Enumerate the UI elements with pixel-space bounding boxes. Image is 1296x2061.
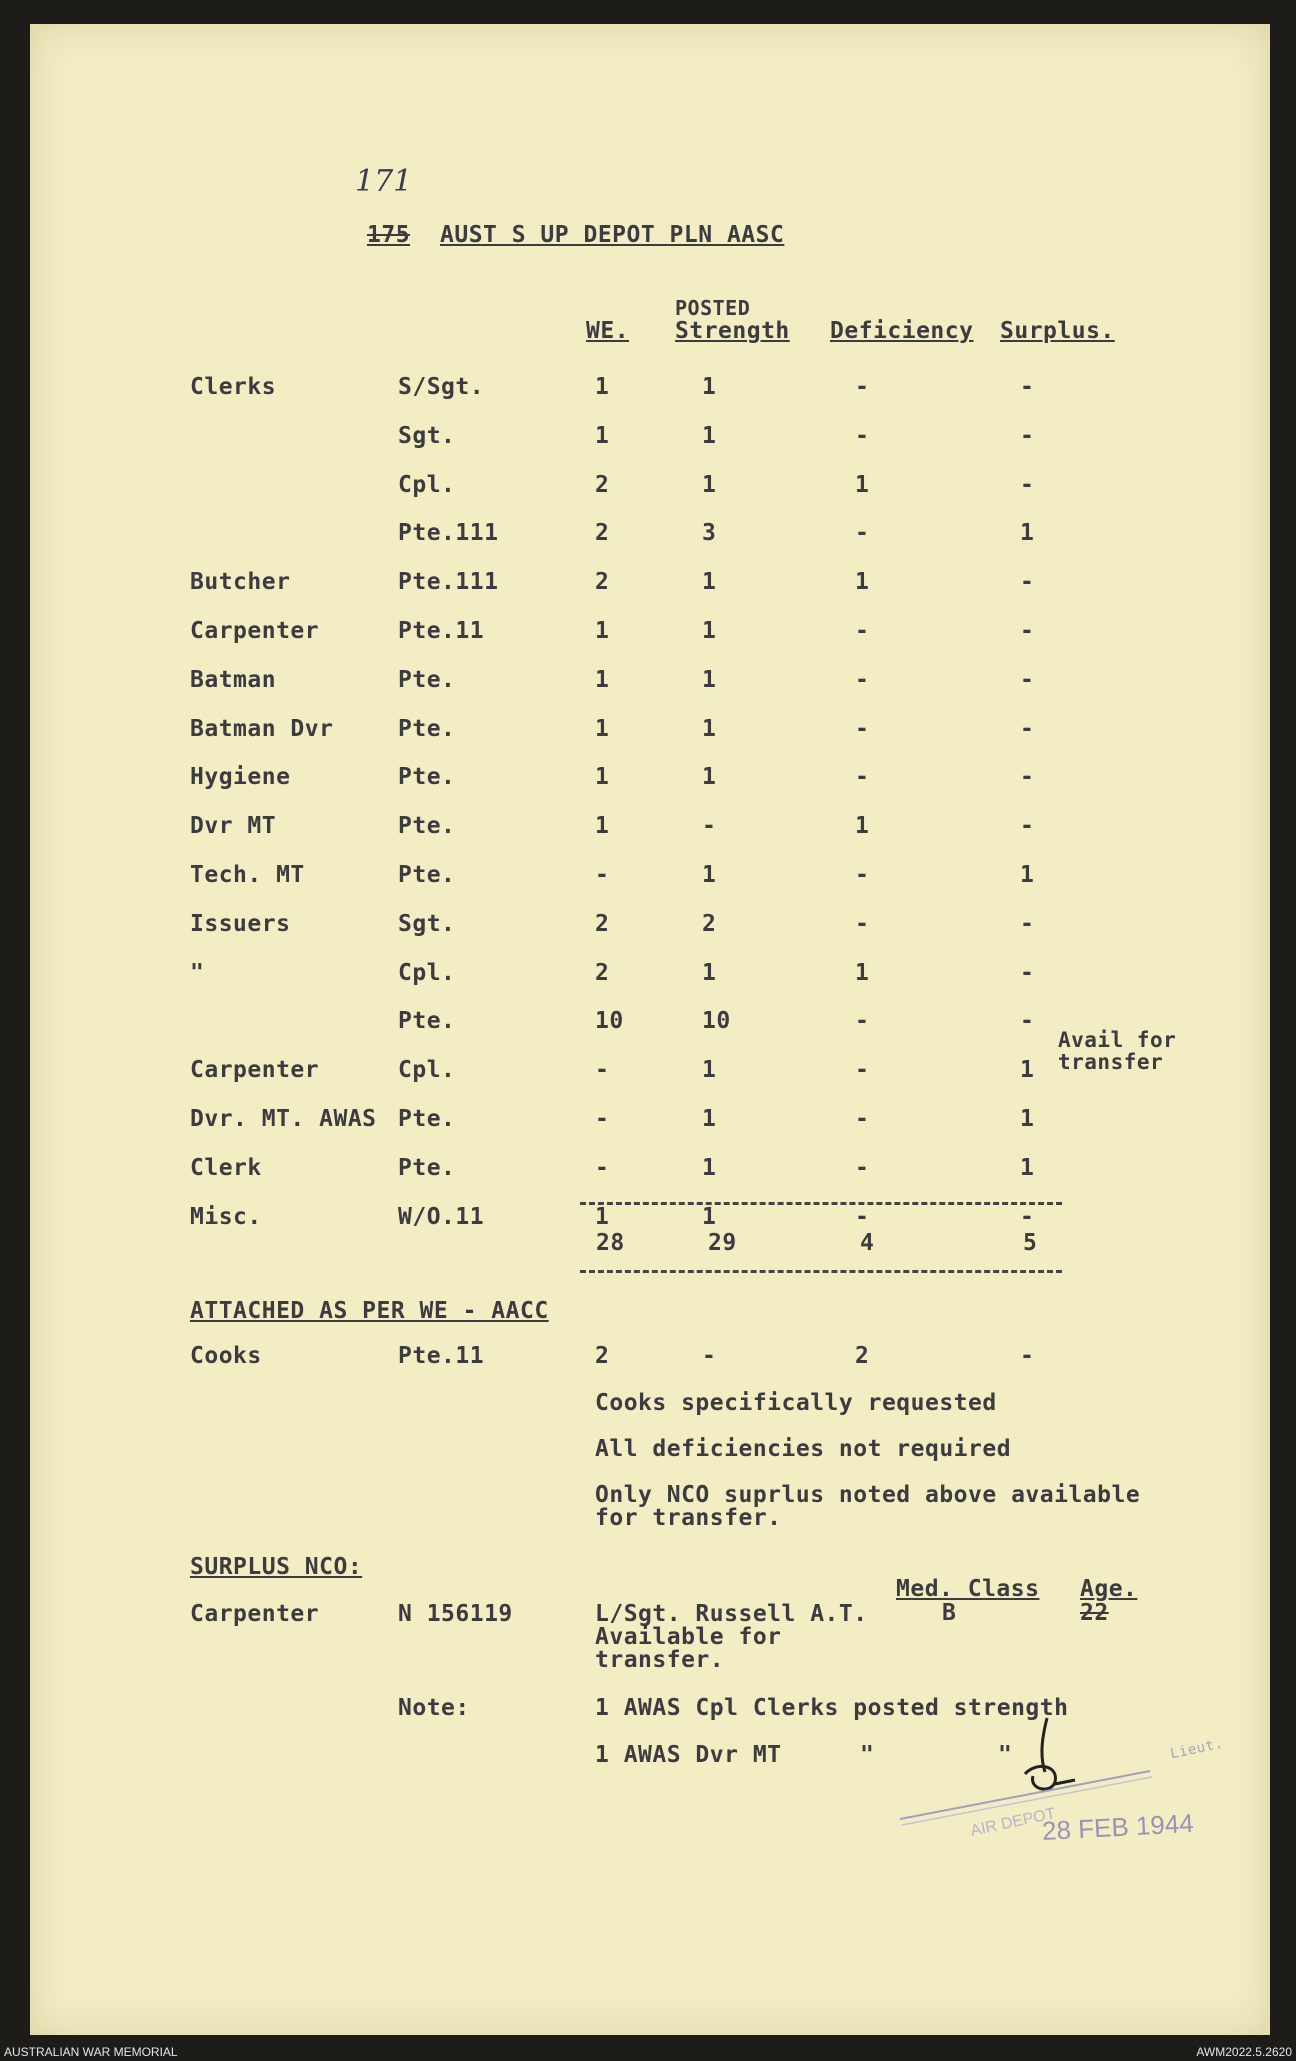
med-class-label: Med. Class: [896, 1576, 1040, 1602]
row-7-deficiency: -: [855, 666, 870, 693]
cooks-trade: Cooks: [190, 1343, 262, 1369]
row-10-trade: Dvr MT: [190, 813, 277, 840]
row-5-surplus: -: [1020, 569, 1035, 596]
row-17-surplus: 1: [1020, 1154, 1035, 1181]
row-8-posted: 1: [702, 715, 717, 742]
row-1-deficiency: -: [855, 374, 870, 400]
note-2-ditto-1: ": [860, 1742, 875, 1768]
row-3-posted: 1: [702, 471, 717, 498]
avail-note-line2: transfer: [1058, 1050, 1164, 1074]
row-4-we: 2: [595, 520, 610, 547]
row-11-posted: 1: [702, 862, 717, 888]
total-deficiency: 4: [860, 1230, 875, 1256]
row-15-rank: Cpl.: [398, 1057, 456, 1084]
row-4-rank: Pte.111: [398, 520, 499, 547]
surplus-status-2: transfer.: [595, 1647, 725, 1673]
row-18-rank: W/O.11: [398, 1203, 485, 1230]
row-7-rank: Pte.: [398, 666, 456, 693]
age-value: 22: [1080, 1600, 1109, 1626]
row-6-deficiency: -: [855, 618, 870, 644]
row-5-posted: 1: [702, 569, 717, 596]
avail-note-line1: Avail for: [1058, 1028, 1177, 1052]
row-13-rank: Cpl.: [398, 959, 456, 986]
row-3-deficiency: 1: [855, 471, 870, 498]
row-18-surplus: -: [1020, 1203, 1035, 1230]
row-1-rank: S/Sgt.: [398, 374, 485, 400]
row-17-trade: Clerk: [190, 1154, 262, 1181]
row-15-surplus: 1: [1020, 1057, 1035, 1084]
cooks-we: 2: [595, 1343, 610, 1369]
stamp-date: 28 FEB 1944: [1041, 1808, 1195, 1846]
row-18-we: 1: [595, 1203, 610, 1230]
row-14-deficiency: -: [855, 1008, 870, 1035]
row-1-trade: Clerks: [190, 374, 277, 400]
row-2-rank: Sgt.: [398, 422, 456, 449]
row-11-surplus: 1: [1020, 862, 1035, 888]
row-2-deficiency: -: [855, 422, 870, 449]
attached-heading: ATTACHED AS PER WE - AACC: [190, 1298, 549, 1324]
remark-1: Cooks specifically requested: [595, 1390, 997, 1416]
row-1-surplus: -: [1020, 374, 1035, 400]
row-3-surplus: -: [1020, 471, 1035, 498]
cooks-rank: Pte.11: [398, 1343, 485, 1369]
row-11-we: -: [595, 862, 610, 888]
header-strength: Strength: [675, 318, 790, 344]
row-16-trade: Dvr. MT. AWAS: [190, 1106, 377, 1132]
row-15-deficiency: -: [855, 1057, 870, 1084]
row-16-we: -: [595, 1106, 610, 1132]
row-9-surplus: -: [1020, 764, 1035, 791]
row-14-surplus: -: [1020, 1008, 1035, 1035]
row-4-deficiency: -: [855, 520, 870, 547]
cooks-posted: -: [702, 1343, 717, 1369]
surplus-name: L/Sgt. Russell A.T.: [595, 1601, 868, 1627]
document-page: [30, 24, 1270, 2035]
note-1: 1 AWAS Cpl Clerks posted strength: [595, 1695, 1069, 1721]
row-10-deficiency: 1: [855, 813, 870, 840]
row-10-surplus: -: [1020, 813, 1035, 840]
page-title: AUST S UP DEPOT PLN AASC: [440, 222, 785, 248]
surplus-heading: SURPLUS NCO:: [190, 1554, 363, 1580]
row-9-trade: Hygiene: [190, 764, 291, 791]
total-posted: 29: [708, 1230, 737, 1256]
row-13-deficiency: 1: [855, 959, 870, 986]
row-13-we: 2: [595, 959, 610, 986]
row-5-rank: Pte.111: [398, 569, 499, 596]
row-12-posted: 2: [702, 910, 717, 937]
total-we: 28: [596, 1230, 625, 1256]
header-posted: POSTED: [675, 296, 751, 320]
signature-rank: Lieut.: [1168, 1735, 1225, 1763]
row-9-posted: 1: [702, 764, 717, 791]
row-12-deficiency: -: [855, 910, 870, 937]
row-15-posted: 1: [702, 1057, 717, 1084]
row-5-deficiency: 1: [855, 569, 870, 596]
med-class-value: B: [942, 1600, 957, 1626]
age-label: Age.: [1080, 1576, 1138, 1602]
row-14-posted: 10: [702, 1008, 731, 1035]
row-6-rank: Pte.11: [398, 618, 485, 644]
header-surplus: Surplus.: [1000, 318, 1115, 344]
row-13-posted: 1: [702, 959, 717, 986]
stamp-faint-text: AIR DEPOT: [969, 1805, 1057, 1840]
row-9-rank: Pte.: [398, 764, 456, 791]
row-6-surplus: -: [1020, 618, 1035, 644]
row-18-trade: Misc.: [190, 1203, 262, 1230]
row-2-surplus: -: [1020, 422, 1035, 449]
row-4-surplus: 1: [1020, 520, 1035, 547]
row-8-deficiency: -: [855, 715, 870, 742]
row-7-surplus: -: [1020, 666, 1035, 693]
row-12-rank: Sgt.: [398, 910, 456, 937]
row-14-rank: Pte.: [398, 1008, 456, 1035]
row-8-we: 1: [595, 715, 610, 742]
row-4-posted: 3: [702, 520, 717, 547]
row-17-we: -: [595, 1154, 610, 1181]
row-11-rank: Pte.: [398, 862, 456, 888]
row-11-trade: Tech. MT: [190, 862, 305, 888]
row-9-deficiency: -: [855, 764, 870, 791]
row-16-deficiency: -: [855, 1106, 870, 1132]
row-12-we: 2: [595, 910, 610, 937]
row-18-posted: 1: [702, 1203, 717, 1230]
row-10-rank: Pte.: [398, 813, 456, 840]
surplus-number: N 156119: [398, 1601, 513, 1627]
row-6-trade: Carpenter: [190, 618, 320, 644]
row-11-deficiency: -: [855, 862, 870, 888]
row-1-posted: 1: [702, 374, 717, 400]
row-10-posted: -: [702, 813, 717, 840]
row-16-surplus: 1: [1020, 1106, 1035, 1132]
row-10-we: 1: [595, 813, 610, 840]
row-7-we: 1: [595, 666, 610, 693]
row-8-rank: Pte.: [398, 715, 456, 742]
row-15-we: -: [595, 1057, 610, 1084]
cooks-deficiency: 2: [855, 1343, 870, 1369]
row-9-we: 1: [595, 764, 610, 791]
note-label: Note:: [398, 1695, 470, 1721]
row-16-rank: Pte.: [398, 1106, 456, 1132]
row-15-trade: Carpenter: [190, 1057, 320, 1084]
row-2-we: 1: [595, 422, 610, 449]
totals-rule-top: [580, 1202, 1062, 1205]
row-2-posted: 1: [702, 422, 717, 449]
row-17-rank: Pte.: [398, 1154, 456, 1181]
remark-2: All deficiencies not required: [595, 1436, 1012, 1462]
row-6-we: 1: [595, 618, 610, 644]
row-16-posted: 1: [702, 1106, 717, 1132]
row-18-deficiency: -: [855, 1203, 870, 1230]
footer-right: AWM2022.5.2620: [1196, 2045, 1292, 2059]
handwritten-page-number: 171: [355, 164, 413, 199]
row-17-posted: 1: [702, 1154, 717, 1181]
surplus-trade: Carpenter: [190, 1601, 320, 1627]
row-17-deficiency: -: [855, 1154, 870, 1181]
header-deficiency: Deficiency: [830, 318, 974, 344]
total-surplus: 5: [1023, 1230, 1038, 1256]
footer-left: AUSTRALIAN WAR MEMORIAL: [4, 2045, 178, 2059]
row-12-surplus: -: [1020, 910, 1035, 937]
cooks-surplus: -: [1020, 1343, 1035, 1369]
struck-number: 175: [367, 222, 411, 248]
row-13-trade: ": [190, 959, 205, 986]
surplus-status-1: Available for: [595, 1624, 782, 1650]
row-8-surplus: -: [1020, 715, 1035, 742]
row-1-we: 1: [595, 374, 610, 400]
remark-3: Only NCO suprlus noted above available: [595, 1482, 1141, 1508]
row-12-trade: Issuers: [190, 910, 291, 937]
header-we: WE.: [586, 318, 630, 344]
remark-4: for transfer.: [595, 1505, 782, 1531]
row-7-posted: 1: [702, 666, 717, 693]
totals-rule-bottom: [580, 1270, 1062, 1273]
row-14-we: 10: [595, 1008, 624, 1035]
note-2-ditto-2: ": [998, 1742, 1013, 1768]
row-5-trade: Butcher: [190, 569, 291, 596]
row-7-trade: Batman: [190, 666, 277, 693]
row-5-we: 2: [595, 569, 610, 596]
row-8-trade: Batman Dvr: [190, 715, 334, 742]
row-6-posted: 1: [702, 618, 717, 644]
row-3-we: 2: [595, 471, 610, 498]
row-13-surplus: -: [1020, 959, 1035, 986]
row-3-rank: Cpl.: [398, 471, 456, 498]
note-2: 1 AWAS Dvr MT: [595, 1742, 782, 1768]
